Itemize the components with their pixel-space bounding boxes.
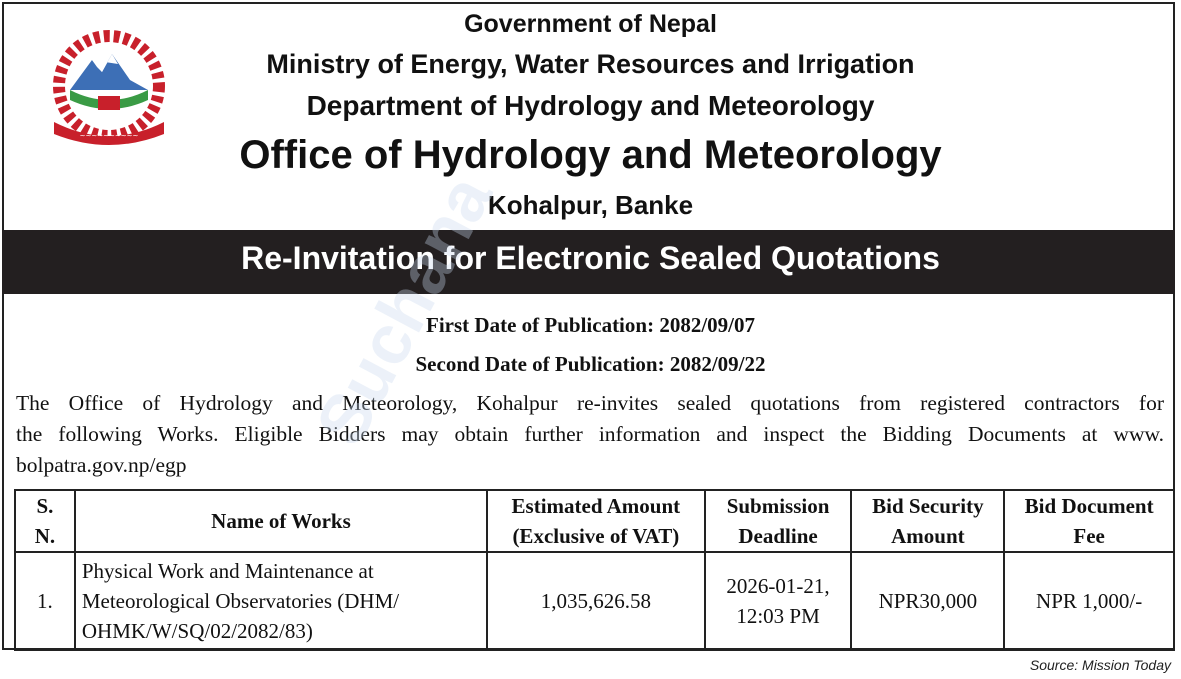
table-row — [15, 552, 1174, 650]
ministry-name: Ministry of Energy, Water Resources and Irrigation — [266, 49, 915, 79]
cell-name-of-works: Physical Work and Maintenance at Meteorological Observatories (DHM/ OHMK/W/SQ/02/2082/83) — [75, 552, 487, 650]
cell-bid-security: NPR30,000 — [851, 552, 1004, 650]
nepal-emblem-icon — [40, 30, 178, 148]
notice-body — [16, 388, 1164, 481]
svg-text:~~~~~~~~~~: ~~~~~~~~~~ — [79, 132, 139, 140]
office-location: Kohalpur, Banke — [487, 190, 694, 220]
government-name: Government of Nepal — [464, 10, 717, 38]
cell-submission-deadline: 2026-01-21, 12:03 PM — [705, 552, 852, 650]
header-submission-deadline: Submission Deadline — [705, 490, 852, 552]
second-publication-date: Second Date of Publication: 2082/09/22 — [415, 352, 766, 376]
notice-line: bolpatra.gov.np/egp — [16, 453, 187, 477]
header-bid-security: Bid Security Amount — [851, 490, 1004, 552]
watermark: Suchana — [300, 162, 507, 458]
department-name: Department of Hydrology and Meteorology — [306, 90, 875, 121]
notice-line: the following Works. Eligible Bidders may obtain further information and inspect the Bidding Documents at www. — [16, 422, 1164, 446]
header-sn: S. N. — [15, 490, 75, 552]
notice-line: The Office of Hydrology and Meteorology, Kohalpur re-invites sealed quotations from registered contractors for — [16, 391, 1164, 415]
cell-sn: 1. — [15, 552, 75, 650]
cell-bid-document-fee: NPR 1,000/- — [1004, 552, 1174, 650]
first-publication-date: First Date of Publication: 2082/09/07 — [426, 313, 755, 337]
table-header-row — [15, 490, 1174, 552]
header-name-of-works: Name of Works — [75, 490, 487, 552]
notice-title: Re-Invitation for Electronic Sealed Quotations — [241, 240, 940, 276]
header-estimated-amount: Estimated Amount (Exclusive of VAT) — [487, 490, 705, 552]
header-bid-document-fee: Bid Document Fee — [1004, 490, 1174, 552]
cell-estimated-amount: 1,035,626.58 — [487, 552, 705, 650]
office-name: Office of Hydrology and Meteorology — [239, 133, 942, 177]
source-credit: Source: Mission Today — [1029, 657, 1171, 673]
works-table — [14, 489, 1175, 651]
